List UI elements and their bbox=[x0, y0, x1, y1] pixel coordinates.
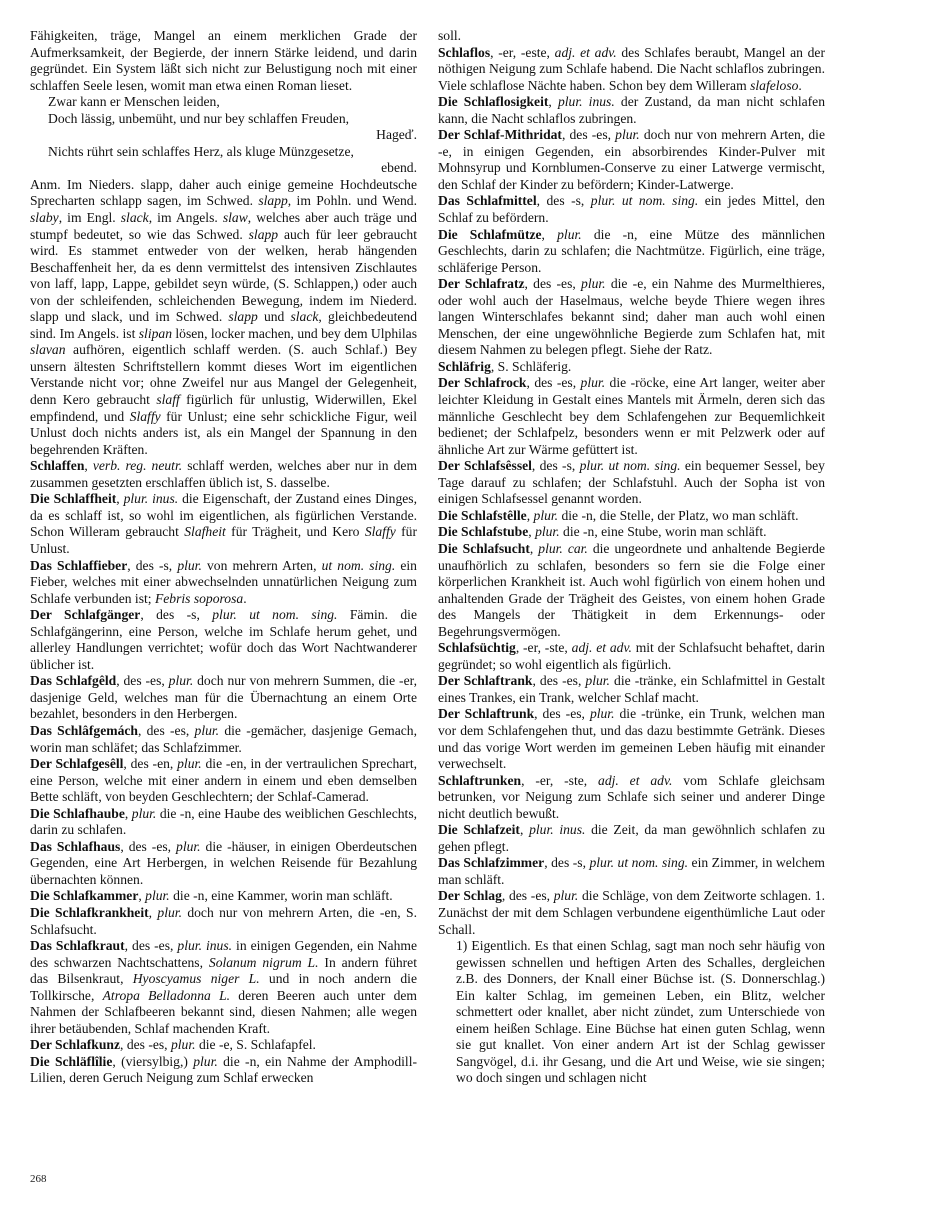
entry-paragraph: Die Schlaflosigkeit, plur. inus. der Zustand, da man nicht schlafen kann, die Nacht schlaflos zubringen. bbox=[438, 94, 825, 126]
entry-paragraph: Die Schlafhaube, plur. die -n, eine Haube des weiblichen Geschlechts, darin zu schlafen. bbox=[30, 805, 418, 838]
entry-paragraph: Die Schläflîlie, (viersylbig,) plur. die -n, ein Nahme der Amphodill-Lilien, deren Geruch Neigung zum Schlaf erwecken bbox=[30, 1053, 417, 1086]
entry-paragraph: Schlafsüchtig, -er, -ste, adj. et adv. mit der Schlafsucht behaftet, darin gegründet; so wohl eigentlich als figürlich. bbox=[438, 640, 825, 672]
entry-paragraph: Der Schlaftrank, des -es, plur. die -tränke, ein Schlafmittel in Gestalt eines Trankes, ein Trank, welcher Schlaf macht. bbox=[438, 673, 825, 705]
verse-line: Nichts rührt sein schlaffes Herz, als kluge Münzgesetze, bbox=[48, 143, 354, 159]
entry-paragraph: Fähigkeiten, träge, Mangel an einem merklichen Grade der Aufmerksamkeit, der Begierde, der innern Stärke leidend, und darin gegründet. Ein System läßt sich nicht zur Belustigung noch mit einer schlaffen Seele lesen, womit man etwa einen Roman lieset. bbox=[30, 28, 417, 93]
entry-paragraph: Das Schlafkraut, des -es, plur. inus. in einigen Gegenden, ein Nahme des schwarzen Nachtschattens, Solanum nigrum L. In andern führet das Bilsenkraut, Hyoscyamus niger L. und in noch andern die Tollkirsche, Atropa Belladonna L. deren Beeren auch unter dem Nahmen der Schlafbeeren bekannt sind, diesen Nahmen; alle wegen ihrer betäubenden, Schlaf machenden Kraft. bbox=[30, 938, 417, 1036]
entry-paragraph: Das Schlâfgemách, des -es, plur. die -gemächer, dasjenige Gemach, worin man schläfet; das Schlafzimmer. bbox=[30, 722, 417, 755]
entry-paragraph: Das Schlafhaus, des -es, plur. die -häuser, in einigen Oberdeutschen Gegenden, eine Art Herbergen, in welchen Reisende für Bezahlung übernachten können. bbox=[30, 838, 417, 887]
entry-paragraph: Das Schlafgêld, des -es, plur. doch nur von mehrern Summen, die -er, dasjenige Geld, welches man für die Übernachtung an einem Orte bezahlet, besonders in den Herbergen. bbox=[30, 673, 417, 722]
entry-paragraph: Die Schlafkrankheit, plur. doch nur von mehrern Arten, die -en, S. Schlafsucht. bbox=[30, 904, 417, 937]
entry-paragraph: Das Schlaffieber, des -s, plur. von mehrern Arten, ut nom. sing. ein Fieber, welches mit einer abwechselnden unnatürlichen Neigung zum Schlafe verbunden ist; Febris soporosa. bbox=[30, 557, 417, 606]
entry-paragraph: Der Schlaftrunk, des -es, plur. die -trünke, ein Trunk, welchen man vor dem Schlafengehen thut, und das dazu bestimmte Getränk. Dieses und das vorige Wort werden im gemeinen Leben häufig mit einander verwechselt. bbox=[438, 706, 825, 772]
quote-attribution: ebend. bbox=[381, 160, 417, 176]
entry-paragraph: Die Schlafsucht, plur. car. die ungeordnete und anhaltende Begierde unaufhörlich zu schlafen, besonders so fern sie die Folge einer körperlichen Krankheit ist. Auch wohl figürlich von einem hohen und anhaltenden Grade der Trägheit des Geistes, von einem hohen Grade des Mangels der Thätigkeit in dem Erkennungs- oder Begehrungsvermögen. bbox=[438, 540, 825, 639]
left-column bbox=[30, 28, 417, 1087]
entry-paragraph: Schläfrig, S. Schläferig. bbox=[438, 358, 572, 374]
entry-paragraph: Schlaffen, verb. reg. neutr. schlaff werden, welches aber nur in dem zusammen gesetzten erschlaffen üblich ist, S. dasselbe. bbox=[30, 458, 418, 490]
entry-paragraph: Die Schlafmütze, plur. die -n, eine Mütze des männlichen Geschlechts, darin zu schlafen; die Nachtmütze. Figürlich, eine träge, schläferige Person. bbox=[438, 226, 825, 275]
entry-paragraph: Der Schlafkunz, des -es, plur. die -e, S. Schlafapfel. bbox=[30, 1037, 316, 1053]
entry-paragraph: Der Schlafrock, des -es, plur. die -röcke, eine Art langer, weiter aber leichter Kleidung in Gestalt eines Mantels mit Ärmeln, deren sich das männliche Geschlecht bey dem Schlafengehen zur Bequemlichkeit bedienet; der Schlafpelz, besonders wenn er mit Pelzwerk oder auf ähnliche Art zur Wärme gefüttert ist. bbox=[438, 375, 825, 457]
page-number: 268 bbox=[30, 1173, 47, 1185]
entry-paragraph: Der Schlaf-Mithridat, des -es, plur. doch nur von mehrern Arten, die -e, in einigen Gegenden, ein absorbirendes Kinder-Pulver mit Mohnsyrup und Kornblumen-Conserve zu einer Latwerge vermischt, den Schlaf der Kinder zu befördern; Kinder-Latwerge. bbox=[438, 127, 825, 192]
verse-line: Zwar kann er Menschen leiden, bbox=[48, 94, 220, 110]
entry-paragraph: Die Schlafstêlle, plur. die -n, die Stelle, der Platz, wo man schläft. bbox=[438, 507, 799, 523]
entry-paragraph: Der Schlafgänger, des -s, plur. ut nom. sing. Fämin. die Schlafgängerinn, eine Person, welche im Schlafe herum gehet, und allerley Handlungen verrichtet; wofür doch das Wort Nachtwanderer üblicher ist. bbox=[30, 607, 417, 672]
right-column bbox=[438, 28, 825, 1087]
entry-paragraph: Schlaflos, -er, -este, adj. et adv. des Schlafes beraubt, Mangel an der nöthigen Neigung zum Schlafe habend. Die Nacht schlaflos zubringen. Viele schlaflose Nächte haben. Schon bey dem Willeram slafeloso. bbox=[438, 44, 825, 93]
entry-paragraph: Die Schlafzeit, plur. inus. die Zeit, da man gewöhnlich schlafen zu gehen pflegt. bbox=[438, 822, 826, 854]
entry-paragraph: Anm. Im Nieders. slapp, daher auch einige gemeine Hochdeutsche Sprecharten schlapp sagen, im Schwed. slapp, im Pohln. und Wend. slaby, im Engl. slack, im Angels. slaw, welches aber auch träge und stumpf bedeutet, so wie das Schwed. slapp auch für leer gebraucht wird. Es stammet entweder von der welken, herab hängenden Beschaffenheit her, da es denn vermittelst des intensiven Zischlautes von laff, lapp, Lappe, gebildet seyn würde, (S. Schlappen,) oder auch von der schleifenden, schleichenden Bewegung, indem im Niederd. slapp und slack, und im Schwed. slapp und slack, gleichbedeutend sind. Im Angels. ist slipan lösen, locker machen, und bey dem Ulphilas slavan aufhören, eigentlich schlaff werden. (S. auch Schlaf.) Bey unsern ältesten Schriftstellern kommt dieses Wort im eigentlichen Verstande nicht vor; ohne Zweifel nur aus Mangel der Gelegenheit, denn Kero gebraucht slaff figürlich für unlustig, Widerwillen, Ekel empfindend, und Slaffy für Unlust; eine sehr schickliche Figur, weil Unlust doch nichts anders ist, als ein Mangel der Spannung in den begehrenden Kräften. bbox=[30, 176, 418, 457]
entry-paragraph: Der Schlafgesêll, des -en, plur. die -en, in der vertraulichen Sprechart, eine Person, welche mit einer andern in einem und eben demselben Bette schläft, von beyden Geschlechtern; der Schlaf-Camerad. bbox=[30, 756, 418, 805]
entry-paragraph: Der Schlag, des -es, plur. die Schläge, von dem Zeitworte schlagen. 1. Zunächst der mit dem Schlagen verbundene eigenthümliche Laut oder Schall. bbox=[438, 888, 825, 937]
entry-paragraph: Das Schlafzimmer, des -s, plur. ut nom. sing. ein Zimmer, in welchem man schläft. bbox=[438, 855, 825, 887]
quote-attribution: Hageď. bbox=[376, 127, 417, 143]
entry-paragraph: Das Schlafmittel, des -s, plur. ut nom. sing. ein jedes Mittel, den Schlaf zu befördern. bbox=[438, 193, 825, 226]
entry-paragraph: Der Schlafratz, des -es, plur. die -e, ein Nahme des Murmelthieres, oder wohl auch der Haselmaus, welche beyde Thiere wegen ihres langen Winterschlafes bekannt sind; daher man auch wohl einen Menschen, der eine ungewöhnliche Begierde zum Schlafen hat, mit diesem Nahmen zu belegen pflegt. Siehe der Ratz. bbox=[438, 276, 826, 358]
entry-paragraph: Der Schlafsêssel, des -s, plur. ut nom. sing. ein bequemer Sessel, bey Tage darauf zu schlafen; der Schlafstuhl. Auch der Sopha ist von einigen Schlafsessel genannt worden. bbox=[438, 458, 825, 507]
verse-line: Doch lässig, unbemüht, und nur bey schlaffen Freuden, bbox=[48, 110, 350, 126]
entry-paragraph: soll. bbox=[438, 28, 462, 43]
entry-paragraph: Die Schlaffheit, plur. inus. die Eigenschaft, der Zustand eines Dinges, da es schlaff ist, so wohl im eigentlichen, als figürlichen Verstande. Schon Willeram gebraucht Slafheit für Trägheit, und Kero Slaffy für Unlust. bbox=[30, 491, 418, 556]
entry-paragraph: Die Schlafstube, plur. die -n, eine Stube, worin man schläft. bbox=[438, 524, 767, 540]
sense-paragraph: 1) Eigentlich. Es that einen Schlag, sagt man noch sehr häufig von gewissen schnellen und heftigen Arten des Schalles, dergleichen z.B. des Donners, der Knall einer Büchse ist. (S. Donnerschlag.) Ein kalter Schlag, im gemeinen Leben, ein Blitz, welcher schmettert oder knallet, aber nicht zündet, zum Unterschiede von einem heißen Schlage. Eine Büchse hat einen guten Schlag, wenn sie gut knallet. Von einer andern Art ist der Schlag gewisser Sangvögel, d.i. ihr Gesang, und die Art und Weise, wie sie singen; wo doch singen und schlagen nicht bbox=[456, 938, 825, 1086]
entry-paragraph: Schlaftrunken, -er, -ste, adj. et adv. vom Schlafe gleichsam betrunken, vor Neigung zum Schlafe sich seiner und anderer Dinge nicht deutlich bewußt. bbox=[438, 772, 825, 821]
entry-paragraph: Die Schlafkammer, plur. die -n, eine Kammer, worin man schläft. bbox=[30, 888, 393, 904]
